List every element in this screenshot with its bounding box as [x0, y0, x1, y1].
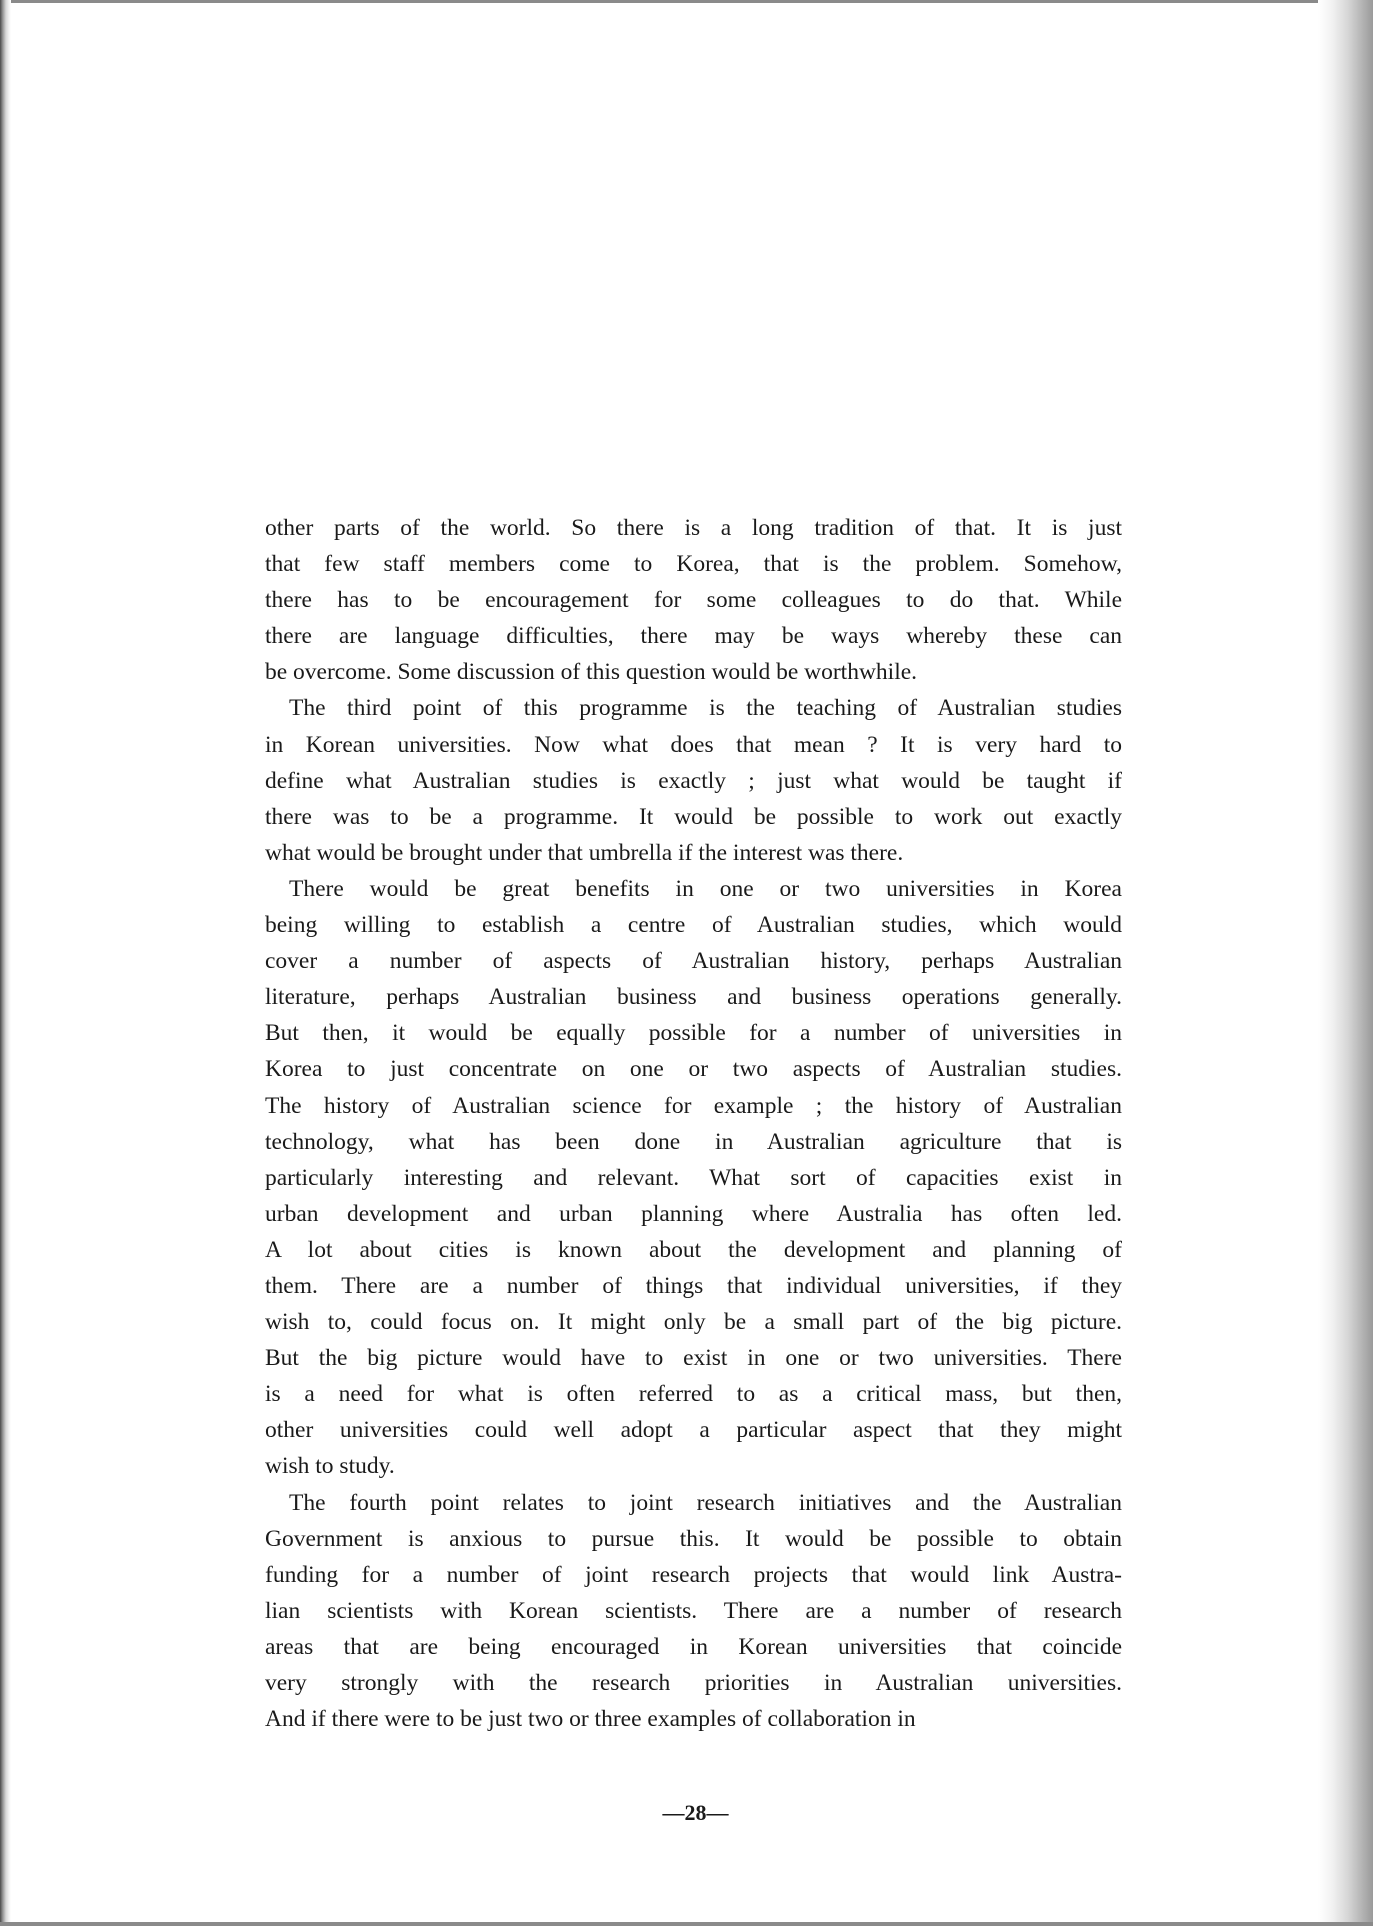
text-line: But then, it would be equally possible for a number of universities in [265, 1020, 1122, 1047]
text-line: The history of Australian science for example ; the history of Australian [265, 1092, 1122, 1119]
text-line: very strongly with the research priorities in Australian universities. [265, 1670, 1122, 1696]
text-line: is a need for what is often referred to as a critical mass, but then, [265, 1381, 1122, 1408]
text-line: in Korean universities. Now what does that mean ? It is very hard to [265, 731, 1122, 758]
text-line: technology, what has been done in Australian agriculture that is [265, 1128, 1122, 1155]
text-line: literature, perhaps Australian business and business operations generally. [265, 984, 1122, 1011]
scan-border-right [1318, 0, 1373, 1926]
text-line: what would be brought under that umbrella if the interest was there. [265, 839, 904, 866]
body-text [265, 510, 1122, 1737]
text-line: wish to, could focus on. It might only be a small part of the big picture. [265, 1309, 1122, 1336]
text-line: cover a number of aspects of Australian history, perhaps Australian [265, 948, 1122, 975]
text-line: But the big picture would have to exist in one or two universities. There [265, 1345, 1122, 1372]
scan-border-bottom [0, 1922, 1373, 1926]
text-line: other universities could well adopt a particular aspect that they might [265, 1417, 1122, 1444]
text-line: define what Australian studies is exactly ; just what would be taught if [265, 767, 1122, 794]
paragraph [265, 690, 1122, 870]
text-line: there are language difficulties, there may be ways whereby these can [265, 623, 1122, 650]
text-line: be overcome. Some discussion of this question would be worthwhile. [265, 659, 918, 686]
paragraph [265, 510, 1122, 690]
text-line: wish to study. [265, 1453, 395, 1480]
scan-border-left [0, 0, 11, 1926]
text-line: The fourth point relates to joint research initiatives and the Australian [289, 1489, 1122, 1516]
text-line: A lot about cities is known about the development and planning of [265, 1236, 1122, 1263]
text-line: Government is anxious to pursue this. It would be possible to obtain [265, 1525, 1122, 1552]
text-line: other parts of the world. So there is a long tradition of that. It is just [265, 515, 1122, 541]
text-line: There would be great benefits in one or two universities in Korea [289, 875, 1122, 902]
page-number: —28— [662, 1800, 729, 1825]
text-line: being willing to establish a centre of Australian studies, which would [265, 912, 1122, 939]
text-line: lian scientists with Korean scientists. There are a number of research [265, 1597, 1122, 1624]
paragraph [265, 871, 1122, 1485]
text-line: urban development and urban planning where Australia has often led. [265, 1200, 1122, 1227]
text-line: particularly interesting and relevant. What sort of capacities exist in [265, 1164, 1122, 1191]
text-line: areas that are being encouraged in Korean universities that coincide [265, 1633, 1122, 1660]
text-line: that few staff members come to Korea, that is the problem. Somehow, [265, 551, 1122, 578]
paragraph [265, 1485, 1122, 1738]
text-line: Korea to just concentrate on one or two aspects of Australian studies. [265, 1056, 1122, 1083]
text-line: them. There are a number of things that individual universities, if they [265, 1272, 1122, 1299]
text-line: there was to be a programme. It would be possible to work out exactly [265, 803, 1122, 830]
text-line: funding for a number of joint research projects that would link Austra- [265, 1561, 1122, 1588]
text-line: there has to be encouragement for some colleagues to do that. While [265, 587, 1122, 614]
text-line: The third point of this programme is the teaching of Australian studies [289, 695, 1122, 722]
scan-border-top [0, 0, 1373, 3]
text-line: And if there were to be just two or three examples of collaboration in [265, 1706, 916, 1733]
